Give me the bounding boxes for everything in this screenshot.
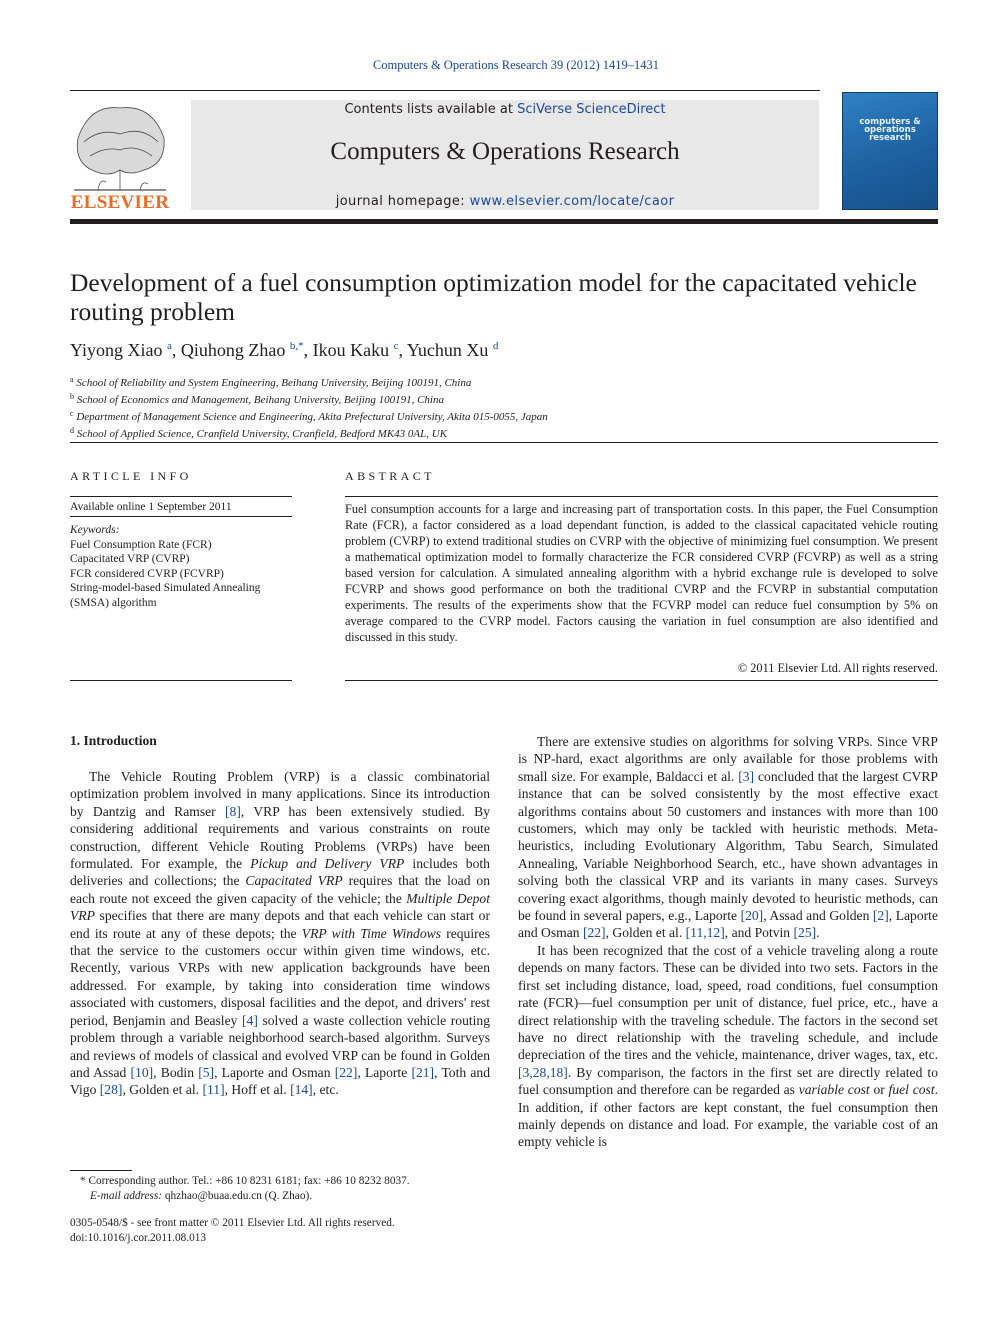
- affiliation-sup: b: [70, 392, 74, 401]
- abstract-heading: ABSTRACT: [345, 469, 435, 483]
- author-name: Yuchun Xu: [406, 340, 489, 360]
- cover-title: computers & operations research: [859, 117, 921, 143]
- affiliation-rule: [70, 442, 938, 443]
- citation-link[interactable]: [3,28,18]: [518, 1064, 568, 1080]
- text-run: .: [816, 925, 820, 941]
- keyword-item: FCR considered CVRP (FCVRP): [70, 567, 224, 580]
- text-run: concluded that the largest CVRP instance that can be solved consistently by the most effective exact algorithms contains about 50 customers and instances with more than 100 customers, which may only be tackled with heuristic methods. Meta-heuristics, including Evolutionary Algorithm, Tabu Search, Simulated Annealing, Variable Neighborhood Search, etc., have shown advantages in solving both the classical VRP and its variants in many cases. Surveys covering exact algorithms, though mainly devoted to heuristic methods, can be found in several papers, e.g., Laporte: [518, 768, 938, 924]
- homepage-prefix: journal homepage:: [335, 194, 470, 209]
- journal-homepage-line: [191, 194, 819, 209]
- citation-link[interactable]: [5]: [198, 1064, 215, 1080]
- affiliation-text: Department of Management Science and Engineering, Akita Prefectural University, Akita 015-0055, Japan: [76, 411, 548, 423]
- emphasis: VRP with Time Windows: [301, 925, 441, 941]
- citation-link[interactable]: [8]: [225, 803, 241, 819]
- text-run: , Laporte: [357, 1064, 412, 1080]
- footnote-rule: [70, 1170, 132, 1171]
- header-rule: [70, 90, 820, 91]
- abstract-text: Fuel consumption accounts for a large and increasing part of transportation costs. In this paper, the Fuel Consumption Rate (FCR), a factor considered as a load dependant function, is added to the classical capacitated vehicle routing problem (CVRP) to extend traditional studies on CVRP with the objective of minimizing fuel consumption. We present a mathematical optimization model to formally characterize the FCR considered CVRP (FCVRP) as well as a string based version for calculation. A simulated annealing algorithm with a hybrid exchange rule is developed to solve FCVRP and shows good performance on both the traditional CVRP and the FCVRP in substantial computation experiments. The results of the experiments show that the FCVRP model can reduce fuel consumption by 5% on average compared to the CVRP model. Factors causing the variation in fuel consumption are also identified and discussed in this study.: [345, 502, 938, 644]
- citation-link[interactable]: [2]: [872, 908, 889, 924]
- text-run: , Assad and Golden: [763, 908, 873, 924]
- abstract-rule: [345, 496, 938, 497]
- citation-link[interactable]: [14]: [290, 1082, 313, 1098]
- body-column-left: [70, 768, 490, 1099]
- corresponding-author-note: * Corresponding author. Tel.: +86 10 8231 6181; fax: +86 10 8232 8037.: [80, 1175, 410, 1187]
- emphasis: Multiple Depot VRP: [70, 890, 490, 924]
- author-affiliation-sup[interactable]: c: [393, 340, 399, 352]
- citation-link[interactable]: [25]: [793, 925, 817, 941]
- contents-available-line: [191, 102, 819, 117]
- text-run: requires that the load on each route not exceed the given capacity of the vehicle; the: [70, 873, 490, 906]
- citation-link[interactable]: [28]: [99, 1082, 123, 1098]
- affiliation-item: [70, 390, 548, 407]
- text-run: , etc.: [312, 1082, 339, 1098]
- footnotes: [70, 1174, 410, 1203]
- text-run: specifies that there are many depots and that each vehicle can start or end its route at any of these depots; the: [70, 908, 490, 941]
- citation-link[interactable]: [11,12]: [685, 925, 725, 941]
- text-run: includes both deliveries and collections; the: [70, 856, 490, 889]
- citation-link[interactable]: [11]: [202, 1082, 225, 1098]
- text-run: , Hoff et al.: [224, 1082, 291, 1098]
- keywords-block: [70, 523, 292, 610]
- text-run: The Vehicle Routing Problem (VRP) is a classic combinatorial optimization problem involved in many applications. Since its introduction by Dantzig and Ramser: [70, 769, 490, 819]
- text-run: It has been recognized that the cost of a vehicle traveling along a route depends on many factors. These can be divided into two sets. Factors in the first set including distance, load, speed, road conditions, fuel consumption rate (FCR)—fuel consumption per unit of distance, fuel price, etc., have a direct relationship with the traveling schedule. The factors in the second set have no direct relationship with the traveling schedule, and include depreciation of the tires and the vehicle, maintenance, driver wages, tax, etc.: [518, 942, 938, 1063]
- citation-link[interactable]: [3]: [738, 768, 755, 784]
- text-run: , Laporte and Osman: [518, 908, 938, 941]
- issn-doi-block: [70, 1216, 395, 1245]
- article-info-heading: ARTICLE INFO: [70, 469, 192, 483]
- email-address[interactable]: qhzhao@buaa.edu.cn (Q. Zhao).: [162, 1189, 313, 1202]
- citation-link[interactable]: [22]: [334, 1064, 358, 1080]
- citation-link[interactable]: [20]: [740, 908, 764, 924]
- text-run: or: [869, 1082, 889, 1098]
- doi-line[interactable]: doi:10.1016/j.cor.2011.08.013: [70, 1231, 207, 1244]
- affiliation-item: [70, 407, 548, 424]
- author-list: Yiyong Xiao $^a$, Qiuhong Zhao $^{b,*}$, Ikou Kaku $^c$, Yuchun Xu $^d$: [70, 340, 499, 360]
- article-info-rule: [70, 516, 292, 517]
- article-title: Development of a fuel consumption optimization model for the capacitated vehicle routing problem: [70, 268, 917, 326]
- affiliation-text: School of Reliability and System Engineering, Beihang University, Beijing 100191, China: [76, 377, 472, 389]
- keyword-item: Capacitated VRP (CVRP): [70, 553, 190, 565]
- author-affiliation-sup[interactable]: b,*: [289, 340, 304, 352]
- emphasis: variable cost: [798, 1082, 870, 1098]
- text-run: , VRP has been extensively studied. By considering additional requirements and various constraints on route construction, different Vehicle Routing Problems (VRPs) have been formulated. For example, the: [70, 803, 490, 872]
- contents-prefix: Contents lists available at: [344, 102, 518, 117]
- available-online-date: Available online 1 September 2011: [70, 501, 232, 513]
- text-run: , Bodin: [153, 1064, 199, 1080]
- text-run: There are extensive studies on algorithms for solving VRPs. Since VRP is NP-hard, exact algorithms are only available for those problems with small size. For example, Baldacci et al.: [518, 734, 938, 784]
- citation-link[interactable]: [22]: [582, 925, 606, 941]
- text-run: , Toth and Vigo: [70, 1064, 491, 1098]
- affiliation-text: School of Applied Science, Cranfield University, Cranfield, Bedford MK43 0AL, UK: [76, 428, 448, 440]
- body-paragraph: [518, 733, 938, 942]
- elsevier-wordmark: ELSEVIER: [70, 192, 170, 213]
- text-run: , Golden et al.: [122, 1082, 203, 1098]
- keyword-item: String-model-based Simulated Annealing (SMSA) algorithm: [70, 582, 261, 609]
- journal-citation[interactable]: Computers & Operations Research 39 (2012) 1419–1431: [372, 58, 660, 72]
- citation-link[interactable]: [10]: [130, 1064, 154, 1080]
- article-info-rule: [70, 680, 292, 681]
- text-run: , Golden et al.: [605, 925, 686, 941]
- affiliation-item: [70, 424, 548, 441]
- text-run: , Laporte and Osman: [214, 1064, 335, 1080]
- affiliation-text: School of Economics and Management, Beihang University, Beijing 100191, China: [76, 394, 444, 406]
- body-paragraph: [70, 768, 490, 1099]
- text-run: , and Potvin: [724, 925, 794, 941]
- body-column-right: [518, 733, 938, 1151]
- section-heading-introduction: 1. Introduction: [70, 733, 157, 748]
- abstract-copyright: © 2011 Elsevier Ltd. All rights reserved.: [737, 661, 938, 675]
- affiliation-sup: a: [70, 375, 74, 384]
- journal-cover-image[interactable]: [842, 92, 938, 210]
- keyword-item: Fuel Consumption Rate (FCR): [70, 538, 212, 551]
- article-info-rule: [70, 496, 292, 497]
- sciencedirect-link[interactable]: SciVerse ScienceDirect: [517, 102, 666, 117]
- journal-name: Computers & Operations Research: [330, 138, 680, 165]
- author-name: Ikou Kaku: [312, 340, 390, 360]
- author-name: Qiuhong Zhao: [180, 340, 286, 360]
- affiliation-list: [70, 373, 548, 441]
- text-run: requires that the service to the customers occur within given time windows, etc. Recently, various VRPs with new application backgrounds have been addressed. For example, by taking into consideration time windows associated with customers, disposal facilities and the depot, and drivers' rest period, Benjamin and Beasley: [70, 925, 490, 1028]
- citation-link[interactable]: [21]: [411, 1064, 435, 1080]
- author-affiliation-sup[interactable]: d: [492, 340, 499, 352]
- citation-link[interactable]: [4]: [242, 1012, 258, 1028]
- text-run: . In addition, if other factors are kept constant, the fuel consumption then mainly depends on distance and load. For example, the variable cost of an empty vehicle is: [518, 1082, 938, 1150]
- author-affiliation-sup[interactable]: a: [167, 340, 172, 352]
- email-label: E-mail address:: [90, 1189, 163, 1202]
- text-run: . By comparison, the factors in the first set are directly related to fuel consumption and therefore can be regarded as: [518, 1064, 938, 1098]
- header-bottom-rule: [70, 219, 938, 224]
- body-paragraph: [518, 942, 938, 1151]
- text-run: solved a waste collection vehicle routing problem through a variable neighborhood search-based algorithm. Surveys and reviews of models of classical and evolved VRP can be found in Golden and Assad: [70, 1012, 491, 1080]
- homepage-link[interactable]: www.elsevier.com/locate/caor: [469, 194, 675, 209]
- emphasis: Capacitated VRP: [245, 873, 343, 889]
- emphasis: fuel cost: [888, 1082, 935, 1098]
- keywords-label: Keywords:: [70, 524, 120, 536]
- abstract-rule: [345, 680, 938, 681]
- issn-line: 0305-0548/$ - see front matter © 2011 Elsevier Ltd. All rights reserved.: [70, 1217, 395, 1229]
- author-name: Yiyong Xiao: [70, 340, 163, 360]
- affiliation-item: [70, 373, 548, 390]
- affiliation-sup: c: [70, 409, 74, 418]
- emphasis: Pickup and Delivery VRP: [250, 856, 405, 872]
- affiliation-sup: d: [70, 426, 74, 435]
- email-note: [70, 1189, 410, 1204]
